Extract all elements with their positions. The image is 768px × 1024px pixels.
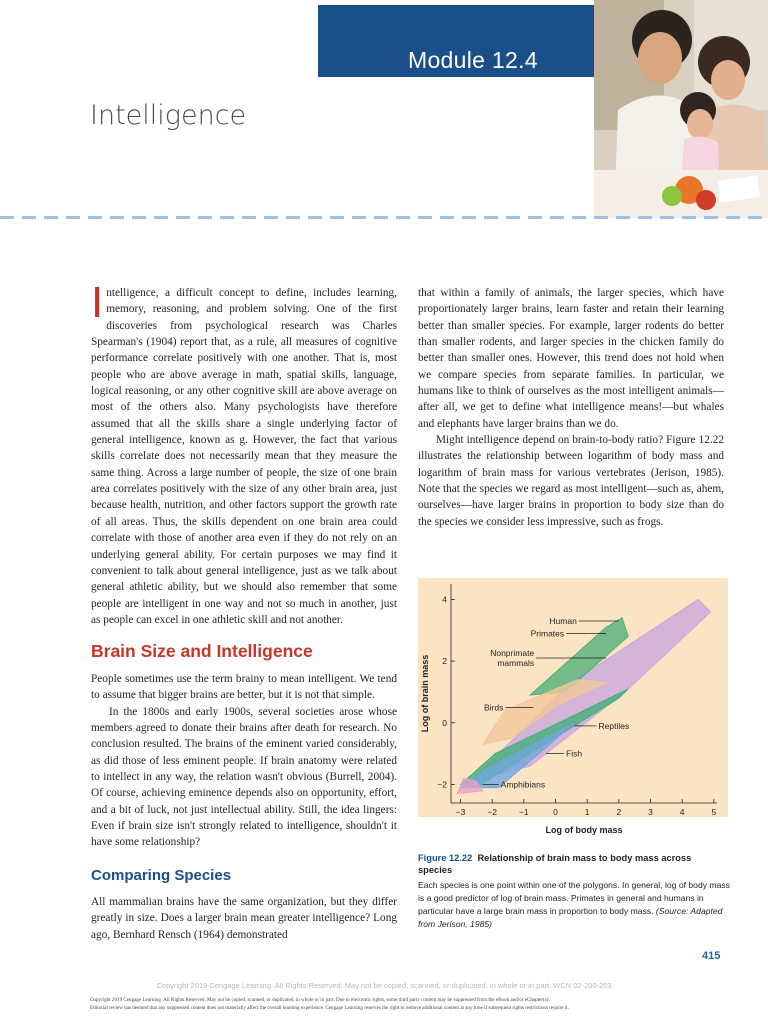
x-tick-label: 5 [711,807,717,817]
intro-paragraph: ntelligence, a difficult concept to define, includes learning, memory, reasoning, and problem solving. One of the first discoveries from psychological research was Charles Spearman's (1904) report that, as a rule, all measures of cognitive performance correlate positively with one another. That is, most people who are above average in math, spatial skills, language, logical reasoning, or any other cognitive skill are above average on most of the others also. Many psychologists have therefore assumed that all the skills share a single underlying factor of general intelligence, known as g. However, the fact that various skills correlate does not necessarily mean that they measure the same thing. Across a large number of people, the size of one brain area correlates positively with the size of any other brain area, just because health, nutrition, and other factors support the growth rate of all areas. Thus, the skills dependent on one brain area could correlate with those of another area even if they do not rely on an underlying general ability. For certain purposes we may find it convenient to talk about general intelligence, just as we talk about general athletic ability, but we should also remember that some people are intelligent in one way and not so much in another, just as people can excel in one athletic skill and not another. [91,287,397,626]
x-tick-label: 3 [648,807,653,817]
dashed-divider [0,214,768,221]
series-label-nonprimate-mammals: Nonprimate mammals [490,648,535,669]
intro-text [91,278,397,628]
paragraph: All mammalian brains have the same organization, but they differ greatly in size. Does a larger brain mean greater intelligence? Long ago, Bernhard Rensch (1964) demonstrated [91,896,397,941]
brain-body-mass-chart [418,578,728,848]
x-tick-label: −2 [487,807,498,817]
paragraph: Might intelligence depend on brain-to-body ratio? Figure 12.22 illustrates the relationship between logarithm of body mass and logarithm of brain mass for various vertebrates (Jerison, 1985). Note that the species we regard as most intelligent—such as, ahem, ourselves—have larger brains in proportion to body size than do the species we consider less impressive, such as frogs. [418,434,724,528]
figure-description: Each species is one point within one of the polygons. In general, log of body mass is a good predictor of log of brain mass. Primates in general and humans in particular have a large brain mass in proportion to body mass. [418,880,730,916]
series-label-primates: Primates [530,628,565,639]
y-axis-label: Log of brain mass [420,654,430,733]
module-label: Module 12.4 [408,47,538,73]
y-tick-label: 4 [442,594,447,605]
x-tick-label: 0 [553,807,558,817]
x-tick-label: −1 [518,807,529,817]
copyright-notice: Copyright 2019 Cengage Learning. All Rights Reserved. May not be copied, scanned, or duplicated, in whole or in part. WCN 02-200-203 [156,981,612,990]
x-tick-label: 4 [679,807,685,817]
section-comparing-species-text [91,894,397,943]
paragraph: that within a family of animals, the larger species, which have proportionately larger brains, learn faster and retain their learning better than smaller species. For example, larger rodents do better than smaller rodents, and larger species in the chicken family do better than smaller ones. However, this trend does not hold when we compare species from separate families. In particular, we humans like to think of ourselves as the most intelligent animals—after all, we get to define what intelligence means!—but whales and elephants have larger brains than we do. [418,287,724,430]
series-label-fish: Fish [566,748,583,759]
x-tick-label: −3 [455,807,466,817]
paragraph: People sometimes use the term brainy to mean intelligent. We tend to assume that bigger brains are better, but it is not that simple. [91,673,397,702]
figure-caption-body [418,879,734,931]
rights-notice-line-2: Editorial review has deemed that any suppressed content does not materially affect the overall learning experience. Cengage Learning reserves the right to remove additional content at any time if subsequent rights restrictions require it. [90,1005,569,1011]
y-tick-label: −2 [437,779,447,790]
section-heading-comparing-species: Comparing Species [91,867,232,884]
series-label-amphibians: Amphibians [500,779,546,790]
family-studying-photo [594,0,768,218]
dropcap: I [91,278,104,327]
figure-source: (Source: Adapted from Jerison, 1985) [418,906,723,929]
series-label-human: Human [549,616,577,627]
series-label-reptiles: Reptiles [598,720,630,731]
chapter-title: Intelligence [90,100,247,131]
y-tick-label: 2 [442,656,447,667]
section-brain-size-text [91,671,397,851]
figure-title: Relationship of brain mass to body mass across species [418,853,692,875]
figure-number: Figure 12.22 [418,853,473,863]
rights-notice-line-1: Copyright 2019 Cengage Learning. All Rights Reserved. May not be copied, scanned, or duplicated, in whole or in part. Due to electronic rights, some third party content may be suppressed from the eBook and/or eChapter(s). [90,997,550,1003]
right-column-text [418,285,724,530]
paragraph: In the 1800s and early 1900s, several societies arose whose members agreed to donate their brains after death for research. No conclusion resulted. The brains of the eminent varied considerably, as did those of less eminent people. If brain anatomy were related to intellect in any way, the relation wasn't obvious (Burrell, 2004). Of course, achieving eminence depends also on opportunity, effort, and a bit of luck, not just intellectual ability. Still, the idea lingers: Even if brain size isn't strongly related to intelligence, shouldn't it have some relationship? [91,705,397,849]
y-tick-label: 0 [442,717,447,728]
series-label-birds: Birds [483,702,504,713]
page-number: 415 [702,950,721,962]
x-axis-label: Log of body mass [545,825,623,835]
x-tick-label: 2 [616,807,622,817]
x-tick-label: 1 [584,807,590,817]
figure-caption-title [418,852,728,876]
section-heading-brain-size: Brain Size and Intelligence [91,641,313,661]
